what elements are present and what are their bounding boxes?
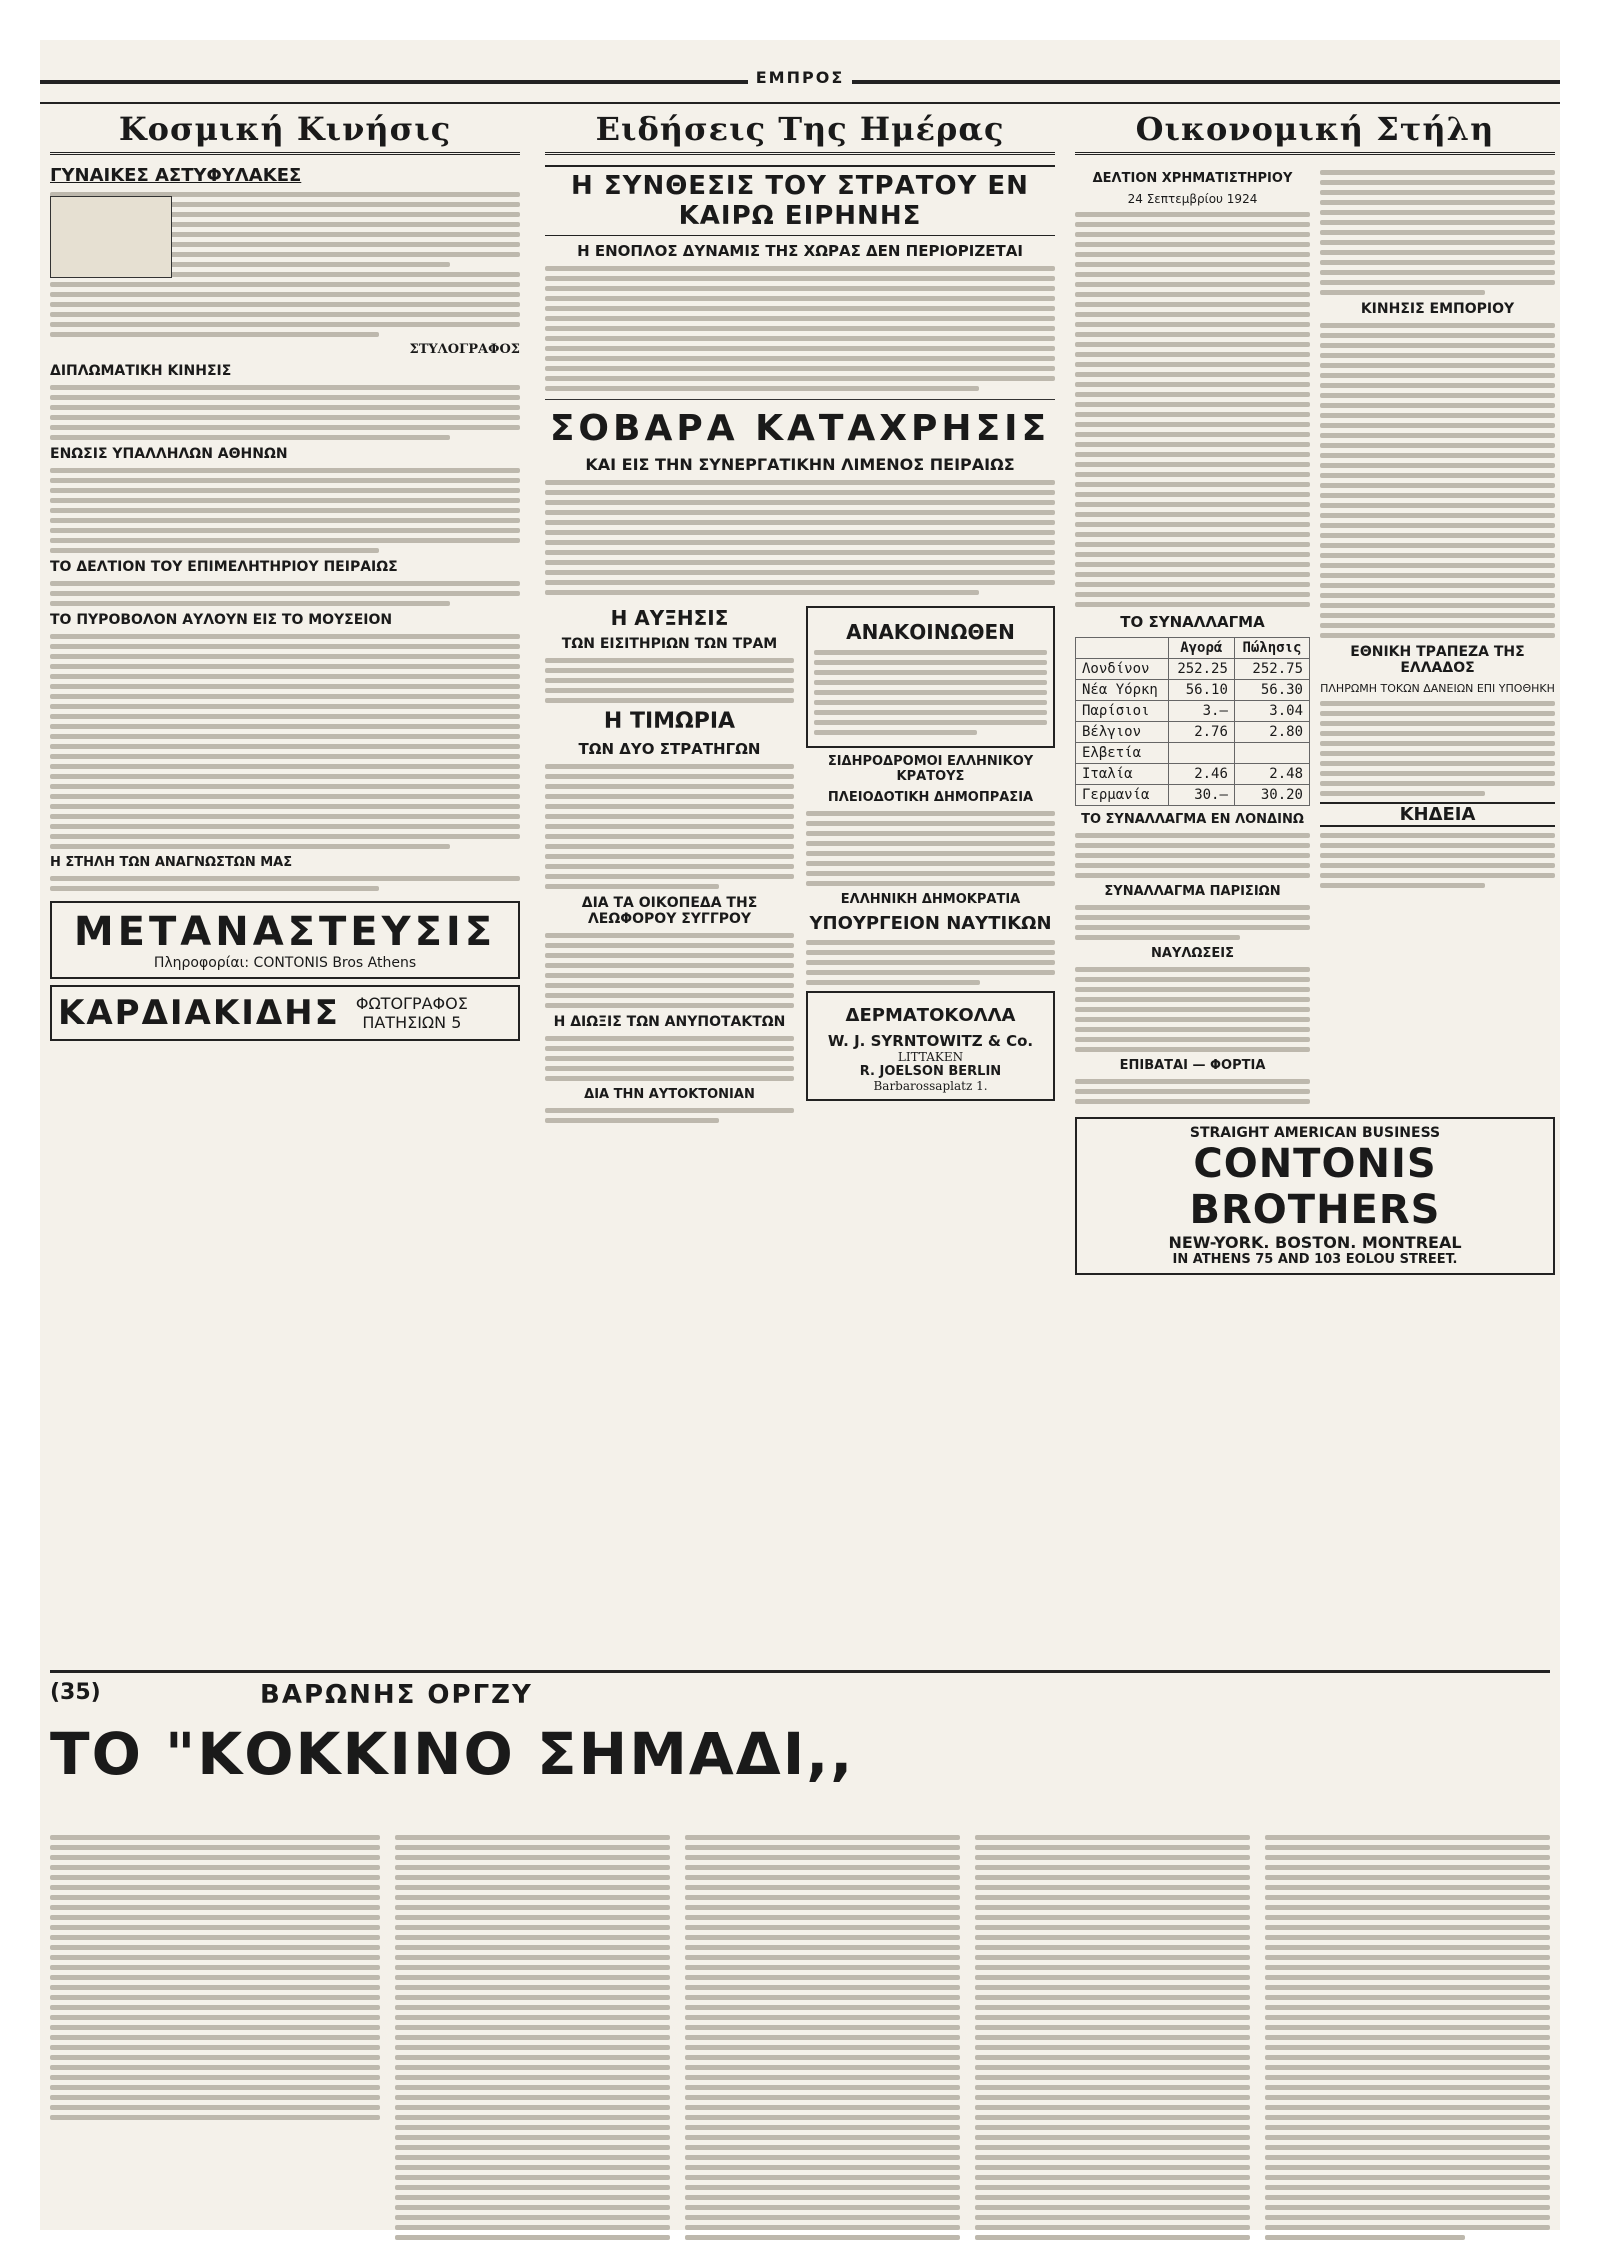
- emigration-ad-title: ΜΕΤΑΝΑΣΤΕΥΣΙΣ: [73, 909, 497, 955]
- photographer-role: ΦΩΤΟΓΡΑΦΟΣ: [355, 994, 468, 1013]
- column-finance: [1075, 110, 1555, 1281]
- emigration-ad-info: Πληροφορίαι: CONTONIS Bros Athens: [153, 955, 417, 971]
- fares-headline: Η ΑΥΞΗΣΙΣ: [610, 606, 729, 630]
- bank-heading: ΕΘΝΙΚΗ ΤΡΑΠΕΖΑ ΤΗΣ ΕΛΛΑΔΟΣ: [1350, 644, 1525, 676]
- ministry-title: ΥΠΟΥΡΓΕΙΟΝ ΝΑΥΤΙΚΩΝ: [809, 913, 1052, 934]
- announcement-title: ΑΝΑΚΟΙΝΩΘΕΝ: [846, 620, 1015, 644]
- bulletin-title: ΔΕΛΤΙΟΝ ΧΡΗΜΑΤΙΣΤΗΡΙΟΥ: [1092, 171, 1293, 186]
- punishment-headline: Η ΤΙΜΩΡΙΑ: [603, 709, 736, 734]
- column-daily-news: [545, 110, 1055, 1128]
- contonis-name: CONTONIS BROTHERS: [1189, 1141, 1441, 1233]
- article-signature: ΣΤΥΛΟΓΡΑΦΟΣ: [409, 342, 520, 357]
- market-heading: ΚΙΝΗΣΙΣ ΕΜΠΟΡΙΟΥ: [1360, 301, 1515, 317]
- london-exchange-heading: ΤΟ ΣΥΝΑΛΛΑΓΜΑ ΕΝ ΛΟΝΔΙΝΩ: [1081, 812, 1304, 827]
- serial-title: ΤΟ "ΚΟΚΚΙΝΟ ΣΗΜΑΔΙ,,: [50, 1720, 855, 1788]
- second-headline: ΣΟΒΑΡΑ ΚΑΤΑΧΡΗΣΙΣ: [549, 408, 1051, 449]
- article-title: ΓΥΝΑΙΚΕΣ ΑΣΤΥΦΥΛΑΚΕΣ: [50, 165, 302, 186]
- table-row: Ιταλία 2.46 2.48: [1076, 764, 1310, 785]
- table-row: Ελβετία: [1076, 743, 1310, 764]
- photographer-ad: [50, 985, 520, 1041]
- photographer-name: ΚΑΡΔΙΑΚΙΔΗΣ: [58, 993, 340, 1033]
- table-row: Παρίσιοι 3.— 3.04: [1076, 701, 1310, 722]
- article-title: ΕΝΩΣΙΣ ΥΠΑΛΛΗΛΩΝ ΑΘΗΝΩΝ: [50, 446, 288, 462]
- railway-title: ΣΙΔΗΡΟΔΡΟΜΟΙ ΕΛΛΗΝΙΚΟΥ ΚΡΑΤΟΥΣ: [827, 754, 1034, 784]
- exchange-heading: ΤΟ ΣΥΝΑΛΛΑΓΜΑ: [1120, 613, 1265, 631]
- exchange-col: Αγορά: [1168, 638, 1234, 659]
- article-title: ΤΟ ΠΥΡΟΒΟΛΟΝ ΑΥΛΟΥΝ ΕΙΣ ΤΟ ΜΟΥΣΕΙΟΝ: [50, 612, 393, 628]
- masthead: [40, 68, 1560, 104]
- auction-title: ΠΛΕΙΟΔΟΤΙΚΗ ΔΗΜΟΠΡΑΣΙΑ: [827, 790, 1034, 805]
- article-title: ΤΟ ΔΕΛΤΙΟΝ ΤΟΥ ΕΠΙΜΕΛΗΤΗΡΙΟΥ ΠΕΙΡΑΙΩΣ: [50, 559, 398, 575]
- second-subheadline: ΚΑΙ ΕΙΣ ΤΗΝ ΣΥΝΕΡΓΑΤΙΚΗΝ ΛΙΜΕΝΟΣ ΠΕΙΡΑΙΩΣ: [585, 455, 1015, 474]
- contonis-address: IN ATHENS 75 AND 103 EOLOU STREET.: [1172, 1252, 1458, 1267]
- table-row: Λονδίνον 252.25 252.75: [1076, 659, 1310, 680]
- lead-headline: Η ΣΥΝΘΕΣΙΣ ΤΟΥ ΣΤΡΑΤΟΥ ΕΝ ΚΑΙΡΩ ΕΙΡΗΝΗΣ: [545, 165, 1055, 236]
- photographer-address: ΠΑΤΗΣΙΩΝ 5: [362, 1013, 462, 1032]
- announcement-box: [806, 606, 1055, 748]
- contonis-ad: [1075, 1117, 1555, 1275]
- column-heading-world: Κοσμική Κινήσις: [50, 110, 520, 155]
- exchange-col: [1076, 638, 1169, 659]
- freight-heading: ΝΑΥΛΩΣΕΙΣ: [1151, 946, 1234, 961]
- contonis-tagline: STRAIGHT AMERICAN BUSINESS: [1189, 1125, 1441, 1141]
- bank-subheading: ΠΛΗΡΩΜΗ ΤΟΚΩΝ ΔΑΝΕΙΩΝ ΕΠΙ ΥΠΟΘΗΚΗ: [1320, 682, 1555, 695]
- funeral-heading: ΚΗΔΕΙΑ: [1320, 802, 1555, 827]
- table-row: Γερμανία 30.— 30.20: [1076, 785, 1310, 806]
- passengers-heading: ΕΠΙΒΑΤΑΙ — ΦΟΡΤΙΑ: [1119, 1058, 1266, 1073]
- emigration-ad: [50, 901, 520, 979]
- serial-number: (35): [50, 1680, 101, 1705]
- avenue-headline: ΔΙΑ ΤΑ ΟΙΚΟΠΕΔΑ ΤΗΣ ΛΕΩΦΟΡΟΥ ΣΥΓΓΡΟΥ: [581, 895, 758, 927]
- deserters-headline: Η ΔΙΩΞΙΣ ΤΩΝ ΑΝΥΠΟΤΑΚΤΩΝ: [553, 1014, 786, 1030]
- column-heading-finance: Οικονομική Στήλη: [1075, 110, 1555, 155]
- punishment-subheadline: ΤΩΝ ΔΥΟ ΣΤΡΑΤΗΓΩΝ: [578, 740, 761, 758]
- table-row: Βέλγιον 2.76 2.80: [1076, 722, 1310, 743]
- column-world-news: [50, 110, 520, 1047]
- exchange-col: Πώλησις: [1234, 638, 1309, 659]
- column-heading-news: Ειδήσεις Της Ημέρας: [545, 110, 1055, 155]
- lead-subheadline: Η ΕΝΟΠΛΟΣ ΔΥΝΑΜΙΣ ΤΗΣ ΧΩΡΑΣ ΔΕΝ ΠΕΡΙΟΡΙΖΕΤΑΙ: [577, 242, 1023, 260]
- leather-ad-title: ΔΕΡΜΑΤΟΚΟΛΛΑ: [845, 1005, 1016, 1026]
- article-title: Η ΣΤΗΛΗ ΤΩΝ ΑΝΑΓΝΩΣΤΩΝ ΜΑΣ: [50, 855, 293, 870]
- republic-title: ΕΛΛΗΝΙΚΗ ΔΗΜΟΚΡΑΤΙΑ: [840, 892, 1021, 907]
- paris-exchange-heading: ΣΥΝΑΛΛΑΓΜΑ ΠΑΡΙΣΙΩΝ: [1104, 884, 1281, 899]
- leather-agent: R. JOELSON BERLIN: [859, 1064, 1002, 1079]
- article-title: ΔΙΠΛΩΜΑΤΙΚΗ ΚΙΝΗΣΙΣ: [50, 363, 232, 379]
- suicide-headline: ΔΙΑ ΤΗΝ ΑΥΤΟΚΤΟΝΙΑΝ: [584, 1087, 755, 1102]
- masthead-title: ΕΜΠΡΟΣ: [748, 68, 853, 87]
- contonis-cities: NEW-YORK. BOSTON. MONTREAL: [1168, 1233, 1462, 1252]
- leather-street: Barbarossaplatz 1.: [873, 1079, 988, 1093]
- serial-author: ΒΑΡΩΝΗΣ ΟΡΓΖΥ: [260, 1680, 533, 1710]
- table-row: Νέα Υόρκη 56.10 56.30: [1076, 680, 1310, 701]
- exchange-table: [1075, 637, 1310, 806]
- illustration-image: [50, 196, 172, 278]
- fares-subheadline: ΤΩΝ ΕΙΣΙΤΗΡΙΩΝ ΤΩΝ ΤΡΑΜ: [561, 636, 778, 652]
- leather-city: LITTAKEN: [897, 1050, 964, 1064]
- leather-ad: [806, 991, 1055, 1101]
- bulletin-date: 24 Σεπτεμβρίου 1924: [1127, 192, 1258, 206]
- serial-section: [50, 1680, 1550, 1788]
- leather-company: W. J. SYRNTOWITZ & Co.: [827, 1032, 1034, 1050]
